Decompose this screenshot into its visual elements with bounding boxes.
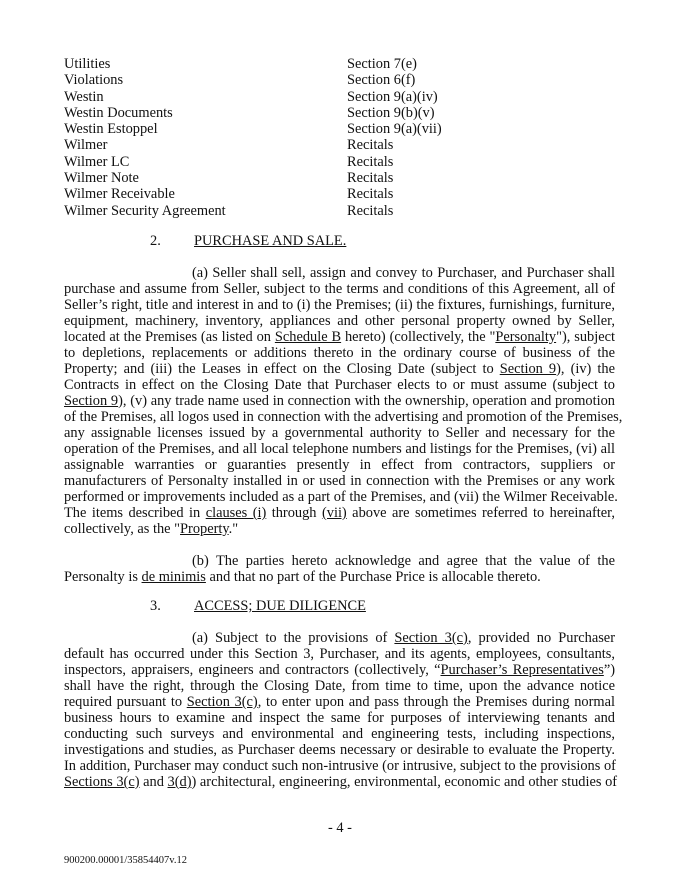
definition-reference: Section 9(a)(iv) (347, 88, 438, 105)
section-2-title: PURCHASE AND SALE. (194, 233, 347, 249)
definition-row (64, 170, 484, 186)
paragraph-line: conducting such surveys and environmental and engineering tests, including inspections, (64, 726, 615, 742)
definition-reference: Section 7(e) (347, 56, 417, 72)
paragraph-line: assignable warranties or guaranties presently in effect from contractors, suppliers or (64, 457, 615, 473)
paragraph-line: In addition, Purchaser may conduct such non-intrusive (or intrusive, subject to the provisions of (64, 758, 616, 774)
definition-term: Wilmer Security Agreement (64, 202, 226, 219)
section-2-number: 2. (150, 233, 161, 249)
definition-term: Violations (64, 72, 124, 89)
definition-term: Wilmer LC (64, 153, 130, 170)
section-2a-paragraph (64, 265, 623, 537)
definition-row (64, 154, 484, 170)
cross-reference: Section 3(c) (394, 630, 468, 646)
definition-term: Wilmer Note (64, 170, 139, 187)
cross-reference: Section 3(c) (186, 694, 258, 710)
definition-reference: Recitals (347, 186, 394, 203)
paragraph-line: (a) Seller shall sell, assign and convey to Purchaser, and Purchaser shall (192, 265, 615, 281)
definition-reference: Recitals (347, 170, 394, 187)
cross-reference: Property (180, 521, 229, 537)
definition-term: Westin (64, 88, 104, 105)
document-id: 900200.00001/35854407v.12 (64, 855, 187, 866)
paragraph-line: The items described in clauses (i) through (vii) above are sometimes referred to hereinafter, (64, 505, 615, 521)
cross-reference: clauses (i) (205, 505, 267, 521)
paragraph-line: Sections 3(c) and 3(d)) architectural, engineering, environmental, economic and other studies of (64, 774, 618, 790)
paragraph-line: located at the Premises (as listed on Schedule B hereto) (collectively, the "Personalty"), subject (64, 329, 615, 345)
cross-reference: Section 9 (64, 393, 119, 409)
paragraph-line: purchase and assume from Seller, subject to the terms and conditions of this Agreement, all of (64, 281, 615, 297)
paragraph-line: Property; and (iii) the Leases in effect on the Closing Date (subject to Section 9), (iv) the (64, 361, 615, 377)
definition-row (64, 89, 484, 105)
definition-term: Wilmer Receivable (64, 186, 175, 203)
paragraph-line: Personalty is de minimis and that no part of the Purchase Price is allocable thereto. (64, 569, 541, 585)
definition-reference: Recitals (347, 202, 394, 219)
section-2b-paragraph (64, 553, 615, 585)
paragraph-line: (b) The parties hereto acknowledge and agree that the value of the (192, 553, 615, 569)
cross-reference: de minimis (141, 569, 206, 585)
cross-reference: Purchaser’s Representatives (440, 662, 604, 678)
page-number: - 4 - (328, 820, 352, 836)
paragraph-line: equipment, machinery, inventory, appliances and other personal property owned by Seller, (64, 313, 615, 329)
paragraph-line: manufacturers of Personalty installed in or used in connection with the Premises or any work (64, 473, 615, 489)
paragraph-line: default has occurred under this Section 3, Purchaser, and its agents, employees, consultants, (64, 646, 615, 662)
definition-row (64, 121, 484, 137)
definition-term: Utilities (64, 56, 111, 72)
paragraph-line: investigations and studies, as Purchaser deems necessary or desirable to evaluate the Property. (64, 742, 615, 758)
section-3-number: 3. (150, 598, 161, 614)
definition-row (64, 56, 484, 72)
paragraph-line: any assignable licenses issued by a governmental authority to Seller and necessary for the (64, 425, 615, 441)
definition-term: Wilmer (64, 137, 108, 154)
section-3-title: ACCESS; DUE DILIGENCE (194, 598, 366, 614)
definition-row (64, 105, 484, 121)
definitions-table (64, 56, 484, 219)
cross-reference: Personalty (495, 329, 557, 345)
definition-term: Westin Documents (64, 104, 173, 121)
paragraph-line: to depletions, replacements or additions thereto in the ordinary course of business of the (64, 345, 615, 361)
cross-reference: 3(d) (167, 774, 192, 790)
paragraph-line: Section 9), (v) any trade name used in connection with the ownership, operation and promotion (64, 393, 615, 409)
paragraph-line: required pursuant to Section 3(c), to enter upon and pass through the Premises during normal (64, 694, 615, 710)
definition-row (64, 72, 484, 88)
cross-reference: (vii) (321, 505, 347, 521)
definition-term: Westin Estoppel (64, 121, 158, 138)
definition-reference: Recitals (347, 153, 394, 170)
section-3a-paragraph (64, 630, 618, 790)
cross-reference: Section 9 (499, 361, 557, 377)
definition-reference: Section 9(b)(v) (347, 104, 435, 121)
definition-row (64, 137, 484, 153)
paragraph-line: shall have the right, through the Closing Date, from time to time, upon the advance notice (64, 678, 615, 694)
cross-reference: Sections 3(c) (64, 774, 140, 790)
paragraph-line: Seller’s right, title and interest in and to (i) the Premises; (ii) the fixtures, furnishings, furniture, (64, 297, 615, 313)
paragraph-line: business hours to examine and inspect the same for purposes of interviewing tenants and (64, 710, 615, 726)
paragraph-line: (a) Subject to the provisions of Section 3(c), provided no Purchaser (192, 630, 615, 646)
paragraph-line: performed or improvements included as a part of the Premises, and (vii) the Wilmer Receivable. (64, 489, 618, 505)
definition-row (64, 186, 484, 202)
paragraph-line: operation of the Premises, and all local telephone numbers and listings for the Premises, (vi) all (64, 441, 615, 457)
paragraph-line: inspectors, appraisers, engineers and contractors (collectively, “Purchaser’s Representatives”) (64, 662, 615, 678)
paragraph-line: Contracts in effect on the Closing Date that Purchaser elects to or must assume (subject to (64, 377, 615, 393)
definition-row (64, 203, 484, 219)
paragraph-line: collectively, as the "Property." (64, 521, 239, 537)
paragraph-line: of the Premises, all logos used in connection with the advertising and promotion of the Premises, (64, 409, 623, 425)
definition-reference: Section 9(a)(vii) (347, 121, 442, 138)
definition-reference: Recitals (347, 137, 394, 154)
definition-reference: Section 6(f) (347, 72, 416, 89)
cross-reference: Schedule B (274, 329, 342, 345)
